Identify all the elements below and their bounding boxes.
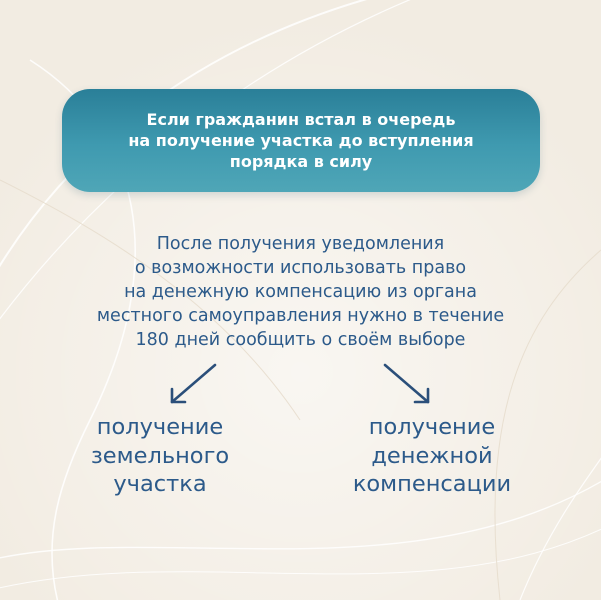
highlighted-header-banner: [62, 89, 540, 192]
option-left-line-2: земельного: [90, 442, 230, 469]
description-line-5: 180 дней сообщить о своём выборе: [135, 330, 466, 350]
header-text: [81, 109, 521, 172]
option-left-line-1: получение: [96, 414, 224, 440]
option-right-line-2: денежной: [371, 442, 493, 469]
header-line-2: на получение участка до вступления: [128, 131, 474, 150]
header-line-3: порядка в силу: [229, 152, 373, 171]
header-line-1: Если гражданин встал в очередь: [146, 110, 456, 129]
option-right-line-1: получение: [368, 414, 496, 440]
option-left-line-3: участка: [113, 471, 207, 497]
option-monetary-compensation: [332, 413, 532, 499]
description-line-4: местного самоуправления нужно в течение: [96, 306, 505, 326]
option-land-plot: [60, 413, 260, 499]
description-line-1: После получения уведомления: [156, 234, 445, 254]
description-line-2: о возможности использовать право: [134, 258, 467, 278]
description-text: [40, 232, 561, 352]
option-right-line-3: компенсации: [352, 471, 512, 497]
description-line-3: на денежную компенсацию из органа: [124, 282, 477, 302]
